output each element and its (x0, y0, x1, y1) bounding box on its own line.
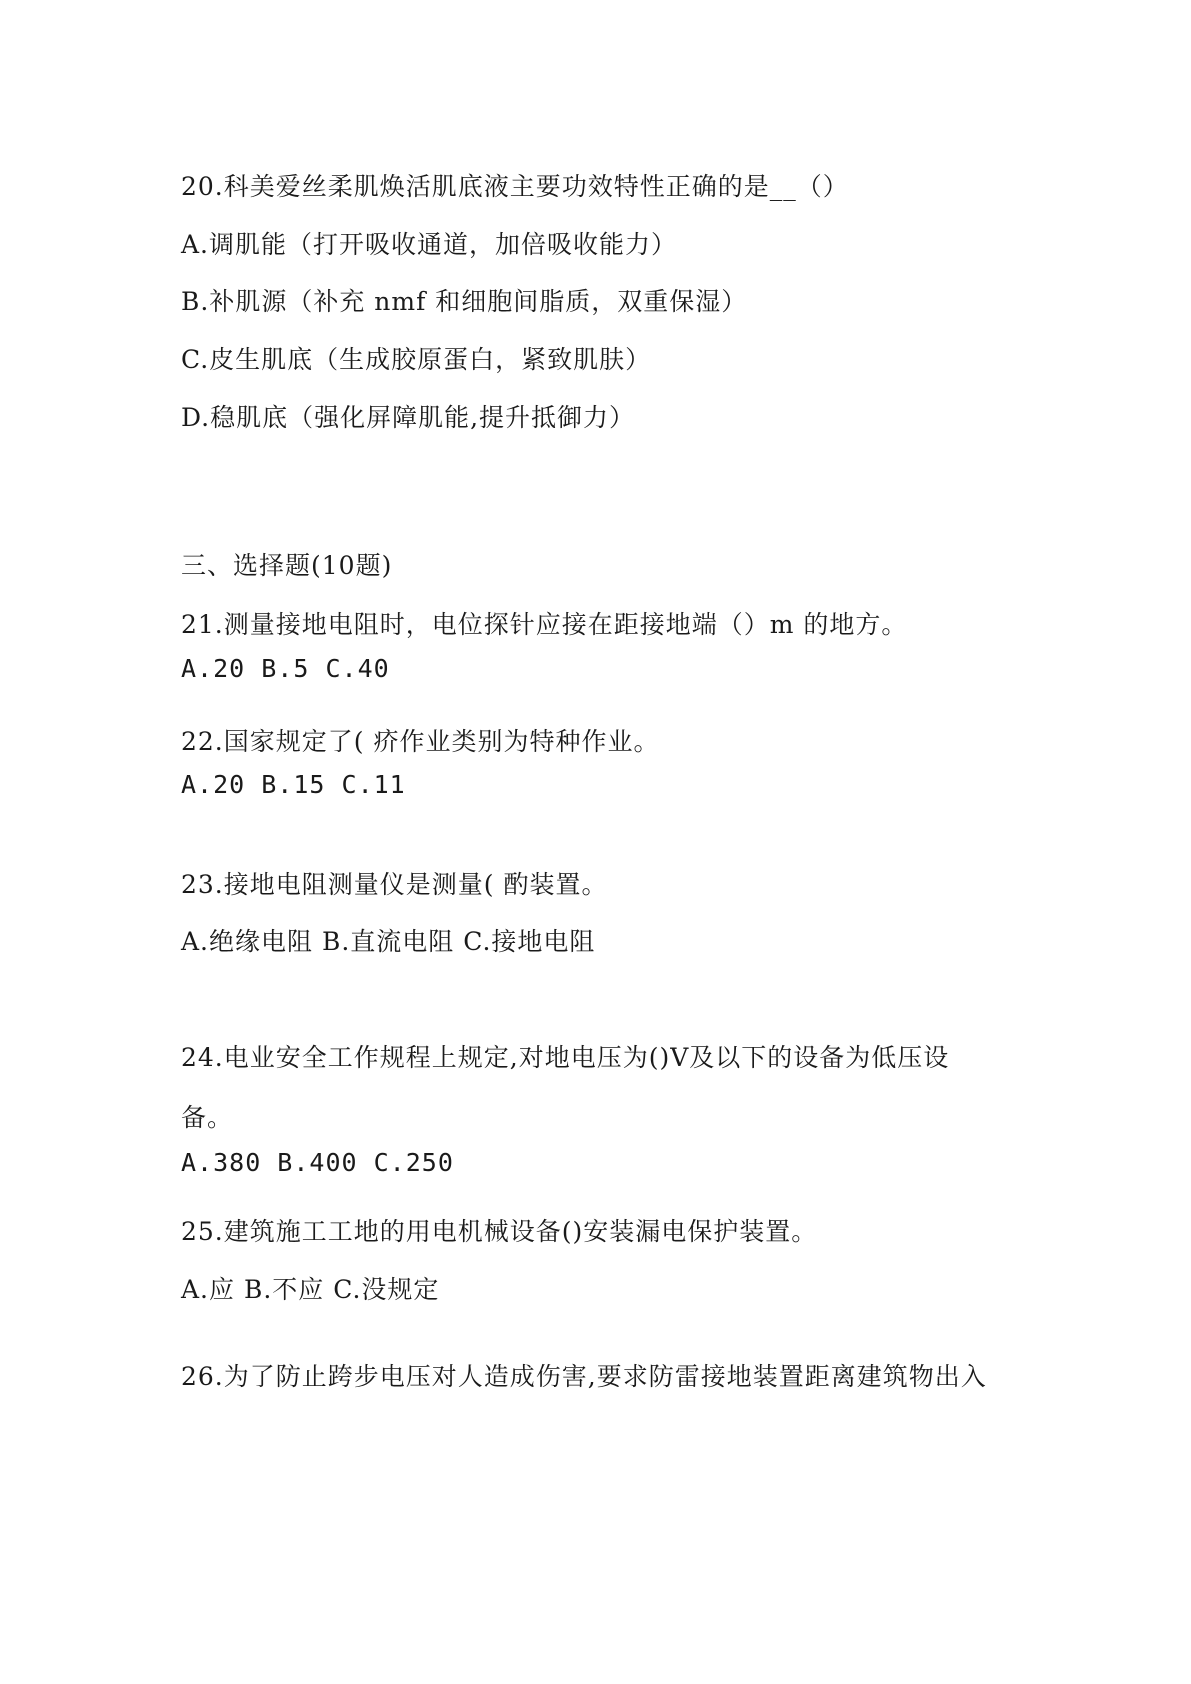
question-21-text: 21.测量接地电阻时，电位探针应接在距接地端（）m 的地方。 (181, 610, 908, 639)
question-22-options: A.20 B.15 C.11 (181, 770, 406, 799)
question-21-options: A.20 B.5 C.40 (181, 654, 390, 683)
question-24-text-line2: 备。 (181, 1103, 234, 1132)
question-23-options: A.绝缘电阻 B.直流电阻 C.接地电阻 (181, 927, 596, 956)
question-25-options: A.应 B.不应 C.没规定 (181, 1275, 440, 1304)
question-26-text: 26.为了防止跨步电压对人造成伤害,要求防雷接地装置距离建筑物出入 (181, 1362, 987, 1391)
question-24-text-line1: 24.电业安全工作规程上规定,对地电压为()V及以下的设备为低压设 (181, 1043, 950, 1072)
question-20-text: 20.科美爱丝柔肌焕活肌底液主要功效特性正确的是__（） (181, 172, 849, 201)
question-20-option-a: A.调肌能（打开吸收通道，加倍吸收能力） (181, 230, 678, 259)
question-24-options: A.380 B.400 C.250 (181, 1148, 454, 1177)
question-20-option-d: D.稳肌底（强化屏障肌能,提升抵御力） (181, 403, 636, 432)
question-23-text: 23.接地电阻测量仪是测量( 酌装置。 (181, 870, 608, 899)
section-heading: 三、选择题(10题) (181, 551, 393, 580)
question-25-text: 25.建筑施工工地的用电机械设备()安装漏电保护装置。 (181, 1217, 818, 1246)
question-20-option-c: C.皮生肌底（生成胶原蛋白，紧致肌肤） (181, 345, 652, 374)
question-22-text: 22.国家规定了( 疥作业类别为特种作业。 (181, 727, 660, 756)
question-20-option-b: B.补肌源（补充 nmf 和细胞间脂质，双重保湿） (181, 287, 748, 316)
